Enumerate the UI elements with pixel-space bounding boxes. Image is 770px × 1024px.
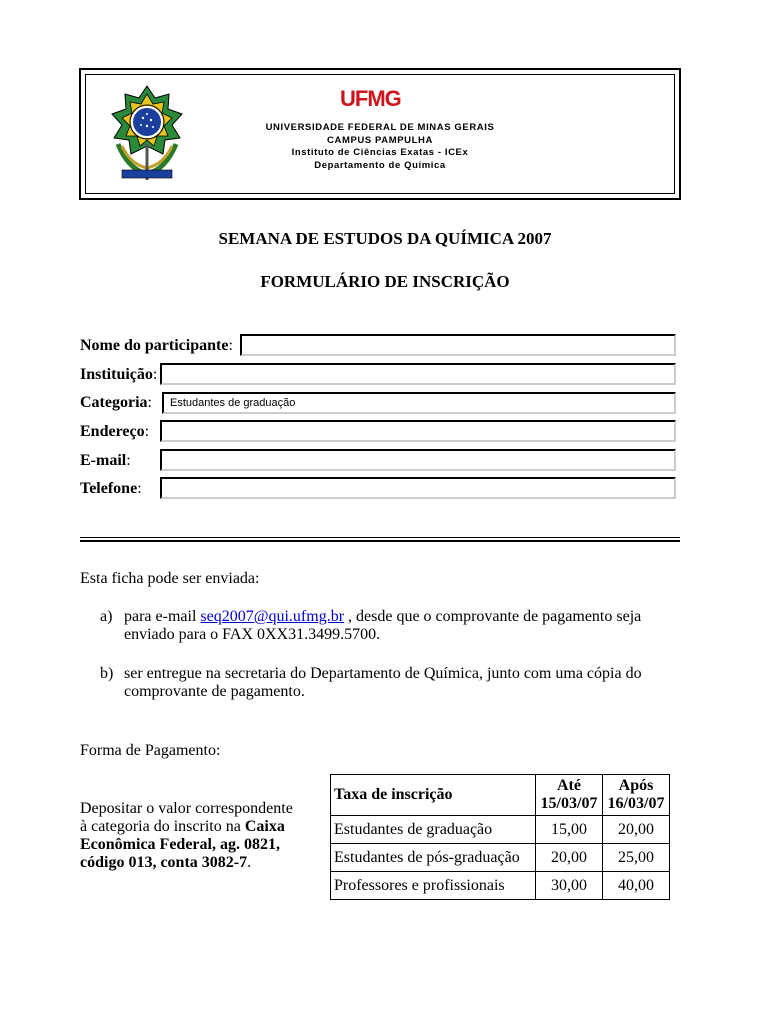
institute-name: Instituto de Ciências Exatas - ICEx [291, 147, 469, 158]
category-label: Categoria: [80, 394, 152, 411]
university-name: UNIVERSIDADE FEDERAL DE MINAS GERAIS [265, 122, 495, 133]
institution-label: Instituição: [80, 366, 158, 383]
name-label: Nome do participante: [80, 337, 233, 354]
email-input[interactable] [160, 449, 676, 471]
campus-name: CAMPUS PAMPULHA [327, 134, 433, 146]
ufmg-logo: UFMG [340, 86, 401, 111]
fee-header-after: Após 16/03/07 [603, 775, 670, 816]
payment-heading: Forma de Pagamento: [80, 742, 221, 759]
fee-category: Estudantes de pós-graduação [331, 844, 536, 872]
fee-before: 15,00 [536, 816, 603, 844]
option-a-text: para e-mail seq2007@qui.ufmg.br , desde que o comprovante de pagamento seja enviado para o FAX 0XX31.3499.5700. [124, 608, 642, 643]
fee-header-before: Até 15/03/07 [536, 775, 603, 816]
separator-line-thick [80, 540, 680, 542]
table-row [331, 844, 670, 872]
brazil-coat-of-arms-icon [108, 84, 186, 184]
option-b-marker: b) [100, 665, 114, 682]
deposit-instructions: Depositar o valor correspondente à categoria do inscrito na Caixa Econômica Federal, ag. 0821, código 013, conta 3082-7. [80, 800, 293, 871]
fee-after: 40,00 [603, 872, 670, 900]
email-label: E-mail: [80, 452, 131, 469]
fee-before: 20,00 [536, 844, 603, 872]
fee-before: 30,00 [536, 872, 603, 900]
option-b-text: ser entregue na secretaria do Departamento de Química, junto com uma cópia do comprovante de pagamento. [124, 665, 642, 700]
fee-category: Professores e profissionais [331, 872, 536, 900]
phone-input[interactable] [160, 477, 676, 499]
fee-category: Estudantes de graduação [331, 816, 536, 844]
department-name: Departamento de Química [314, 159, 446, 171]
email-link[interactable]: seq2007@qui.ufmg.br [200, 608, 345, 625]
option-a-marker: a) [100, 608, 113, 625]
separator-line [80, 537, 680, 538]
fee-table-header [331, 775, 670, 816]
form-subtitle: FORMULÁRIO DE INSCRIÇÃO [260, 272, 510, 291]
fee-header-label: Taxa de inscrição [331, 775, 536, 816]
fee-table [330, 774, 670, 900]
name-input[interactable] [240, 334, 676, 356]
address-input[interactable] [160, 420, 676, 442]
table-row [331, 872, 670, 900]
phone-label: Telefone: [80, 480, 142, 497]
table-row [331, 816, 670, 844]
address-label: Endereço: [80, 423, 150, 440]
page-title: SEMANA DE ESTUDOS DA QUÍMICA 2007 [218, 229, 552, 248]
institution-header [200, 122, 560, 172]
fee-after: 20,00 [603, 816, 670, 844]
institution-input[interactable] [160, 363, 676, 385]
send-intro: Esta ficha pode ser enviada: [80, 570, 260, 587]
fee-after: 25,00 [603, 844, 670, 872]
category-select[interactable]: Estudantes de graduação [162, 392, 676, 414]
